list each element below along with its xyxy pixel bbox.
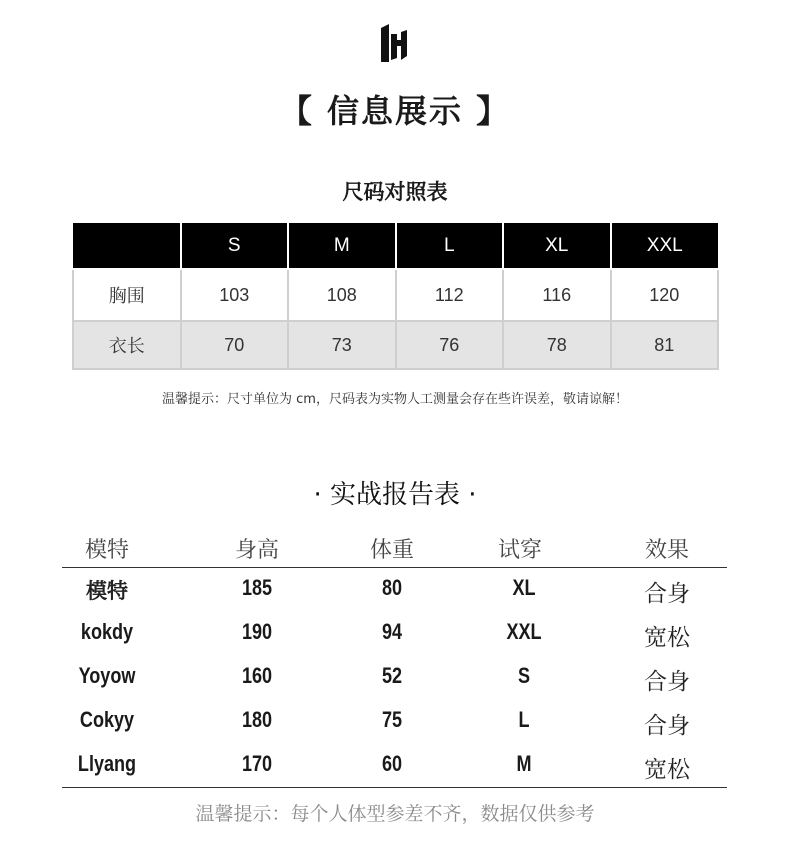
report-height: 170: [241, 751, 273, 776]
report-size: M: [516, 751, 532, 776]
size-cell: 108: [288, 269, 396, 321]
size-chart-note: 温馨提示：尺寸单位为 cm，尺码表为实物人工测量会存在些许误差，敬请谅解！: [162, 392, 628, 407]
report-row: [62, 657, 727, 701]
report-note: 温馨提示：每个人体型参差不齐，数据仅供参考: [195, 803, 595, 825]
report-col-header: 身高: [234, 538, 279, 563]
report-height: 180: [241, 707, 273, 732]
size-cell: 120: [611, 269, 719, 321]
report-row: [62, 745, 727, 789]
report-title: · 实战报告表 ·: [313, 480, 477, 510]
report-row: [62, 701, 727, 745]
report-weight: 60: [381, 751, 403, 776]
report-model: kokdy: [80, 619, 134, 644]
report-row: [62, 569, 727, 613]
report-fit: 合身: [644, 669, 690, 695]
report-weight: 94: [381, 619, 403, 644]
brand-logo-icon: [377, 22, 413, 64]
report-col-header: 效果: [644, 538, 689, 563]
size-chart-header-row: [73, 223, 718, 269]
report-weight: 80: [381, 575, 403, 600]
size-row-label: 胸围: [73, 269, 181, 321]
report-size: XXL: [506, 619, 542, 644]
size-col-header: XL: [503, 223, 611, 269]
report-header-row: [62, 531, 727, 568]
report-model: 模特: [86, 579, 128, 603]
size-cell: 78: [503, 321, 611, 369]
report-size: L: [518, 707, 530, 732]
size-cell: 70: [181, 321, 289, 369]
size-cell: 116: [503, 269, 611, 321]
size-cell: 112: [396, 269, 504, 321]
size-chart-row: [73, 321, 718, 369]
report-fit: 宽松: [644, 625, 690, 651]
size-cell: 81: [611, 321, 719, 369]
size-row-label: 衣长: [73, 321, 181, 369]
size-col-header: [73, 223, 181, 269]
report-size: XL: [512, 575, 536, 600]
report-row: [62, 613, 727, 657]
report-height: 185: [241, 575, 273, 600]
size-chart-title: 尺码对照表: [342, 180, 448, 204]
report-size: S: [517, 663, 531, 688]
size-col-header: XXL: [611, 223, 719, 269]
report-model: Yoyow: [78, 663, 136, 688]
size-cell: 76: [396, 321, 504, 369]
report-col-header: 试穿: [497, 538, 542, 563]
report-weight: 75: [381, 707, 403, 732]
report-fit: 合身: [644, 713, 690, 739]
report-height: 160: [241, 663, 273, 688]
banner-title: 【 信息展示 】: [279, 92, 511, 130]
report-col-header: 模特: [84, 538, 129, 563]
report-fit: 宽松: [644, 757, 690, 783]
report-fit: 合身: [644, 581, 690, 607]
report-model: Cokyy: [79, 707, 135, 732]
size-col-header: S: [181, 223, 289, 269]
report-bottom-divider: [62, 787, 727, 788]
report-weight: 52: [381, 663, 403, 688]
size-cell: 103: [181, 269, 289, 321]
size-col-header: M: [288, 223, 396, 269]
size-chart-table: [72, 223, 719, 370]
size-col-header: L: [396, 223, 504, 269]
size-chart-row: [73, 269, 718, 321]
report-model: Llyang: [77, 751, 137, 776]
report-col-header: 体重: [369, 538, 414, 563]
report-height: 190: [241, 619, 273, 644]
size-cell: 73: [288, 321, 396, 369]
